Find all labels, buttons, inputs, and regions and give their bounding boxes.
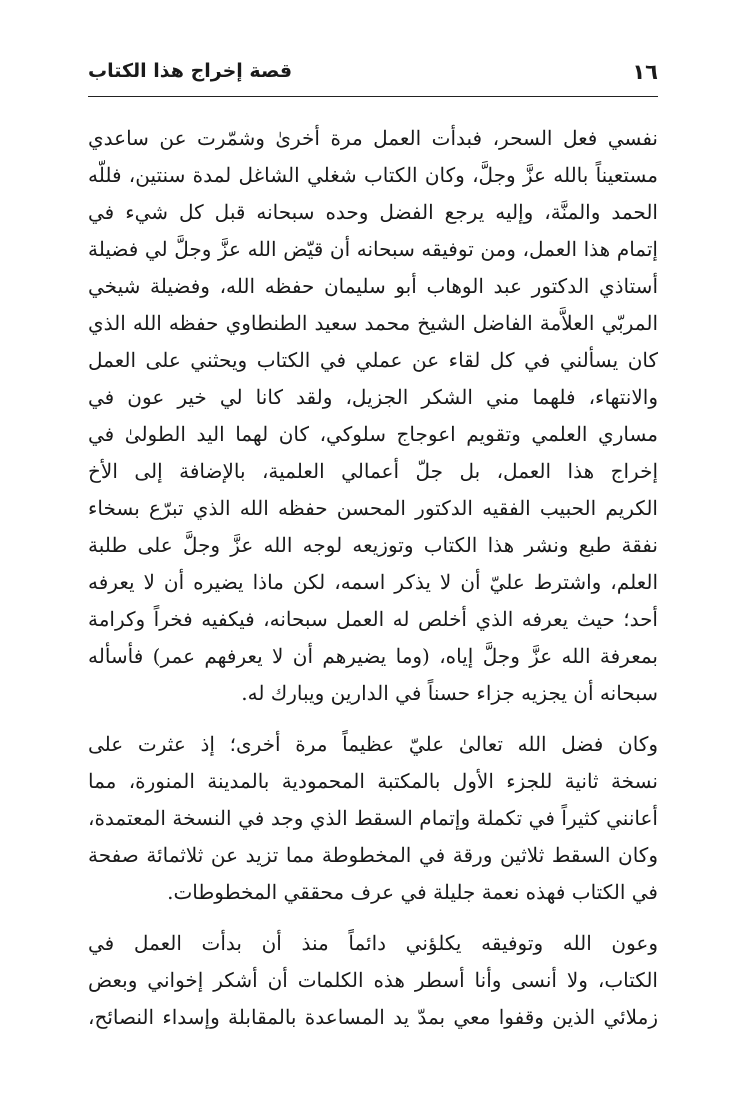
paragraph-2 — [88, 726, 658, 911]
text-line: نفقة طبع ونشر هذا الكتاب وتوزيعه لوجه الله عزَّ وجلَّ على طلبة — [88, 533, 658, 557]
page-number: ١٦ — [632, 60, 658, 84]
text-line: كان يسألني في كل لقاء عن عملي في الكتاب ويحثني على العمل — [88, 348, 658, 372]
header-rule — [88, 96, 658, 97]
text-line: والانتهاء، فلهما مني الشكر الجزيل، ولقد كانا لي خير عون في — [88, 385, 658, 409]
text-line: المربّي العلاَّمة الفاضل الشيخ محمد سعيد الطنطاوي حفظه الله الذي — [88, 311, 658, 335]
text-line: نفسي فعل السحر، فبدأت العمل مرة أخرىٰ وشمّرت عن ساعدي — [88, 126, 658, 150]
text-line: زملائي الذين وقفوا معي بمدّ يد المساعدة بالمقابلة وإسداء النصائح، — [88, 1005, 658, 1029]
text-line: إتمام هذا العمل، ومن توفيقه سبحانه أن قيّض الله عزَّ وجلَّ لي فضيلة — [88, 237, 658, 261]
text-line: إخراج هذا العمل، بل جلّ أعمالي العلمية، بالإضافة إلى الأخ — [88, 459, 658, 483]
text-line: أعانني كثيراً في تكملة وإتمام السقط الذي وجد في النسخة المعتمدة، — [88, 806, 658, 830]
text-line: وعون الله وتوفيقه يكلؤني دائماً منذ أن بدأت العمل في — [88, 931, 658, 955]
body-text — [88, 120, 658, 1036]
text-line: الكريم الحبيب الفقيه الدكتور المحسن حفظه الله الذي تبرّع بسخاء — [88, 496, 658, 520]
text-line: الحمد والمنَّة، وإليه يرجع الفضل وحده سبحانه قبل كل شيء في — [88, 200, 658, 224]
text-line: وكان فضل الله تعالىٰ عليّ عظيماً مرة أخرى؛ إذ عثرت على — [88, 732, 658, 756]
running-title: قصة إخراج هذا الكتاب — [88, 60, 293, 82]
text-line: مستعيناً بالله عزَّ وجلَّ، وكان الكتاب شغلي الشاغل لمدة سنتين، فللّه — [88, 163, 658, 187]
text-line: أستاذي الدكتور عبد الوهاب أبو سليمان حفظه الله، وفضيلة شيخي — [88, 274, 658, 298]
text-line: في الكتاب فهذه نعمة جليلة في عرف محققي المخطوطات. — [167, 880, 658, 904]
text-line: سبحانه أن يجزيه جزاء حسناً في الدارين ويبارك له. — [241, 681, 658, 705]
paragraph-1 — [88, 120, 658, 712]
page-header — [88, 56, 658, 96]
text-line: بمعرفة الله عزَّ وجلَّ إياه، (وما يضيرهم أن لا يعرفهم عمر) فأسأله — [88, 644, 658, 668]
text-line: العلم، واشترط عليّ أن لا يذكر اسمه، لكن ماذا يضيره أن لا يعرفه — [88, 570, 658, 594]
text-line: نسخة ثانية للجزء الأول بالمكتبة المحمودية بالمدينة المنورة، مما — [88, 769, 658, 793]
paragraph-3 — [88, 925, 658, 1036]
text-line: الكتاب، ولا أنسى وأنا أسطر هذه الكلمات أن أشكر إخواني وبعض — [88, 968, 658, 992]
text-line: أحد؛ حيث يعرفه الذي أخلص له العمل سبحانه، فيكفيه فخراً وكرامة — [88, 607, 658, 631]
text-line: مساري العلمي وتقويم اعوجاج سلوكي، كان لهما اليد الطولىٰ في — [88, 422, 658, 446]
text-line: وكان السقط ثلاثين ورقة في المخطوطة مما تزيد عن ثلاثمائة صفحة — [88, 843, 658, 867]
